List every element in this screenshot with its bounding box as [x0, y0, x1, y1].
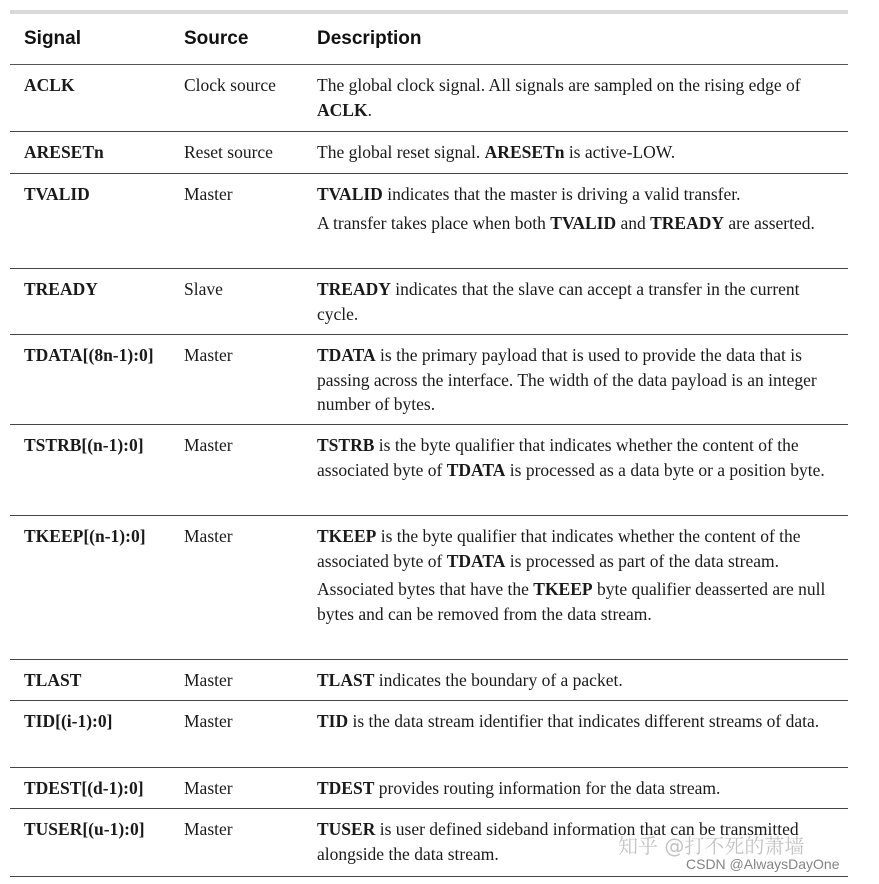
source-cell: Master: [184, 526, 233, 546]
description-text: is processed as part of the data stream.: [505, 550, 780, 571]
source-cell: Master: [184, 778, 233, 798]
source-cell: Reset source: [184, 142, 273, 162]
signal-cell: TUSER[(u-1):0]: [24, 819, 145, 839]
description-text: is the data stream identifier that indicates different streams of data.: [348, 711, 820, 731]
signal-reference: ARESETn: [484, 142, 565, 162]
description-paragraph: [317, 709, 842, 734]
description-paragraph: [317, 776, 842, 801]
description-cell: [317, 269, 848, 334]
signal-reference: TID: [317, 711, 349, 731]
signal-reference: TUSER: [317, 819, 376, 839]
table-row: [10, 269, 848, 335]
table-row: [10, 701, 848, 768]
table-row: [10, 174, 848, 269]
description-text: indicates that the slave can accept a transfer in the current cycle.: [317, 279, 800, 324]
description-cell: [317, 701, 848, 767]
signal-cell: TSTRB[(n-1):0]: [24, 435, 144, 455]
description-paragraph: [317, 577, 842, 626]
source-cell: Master: [184, 670, 233, 690]
signal-cell: ARESETn: [24, 142, 104, 162]
zhihu-watermark: 知乎 @打不死的萧墙: [618, 834, 805, 858]
header-description: Description: [317, 28, 422, 49]
header-source: Source: [184, 28, 249, 49]
signal-reference: TDEST: [317, 778, 375, 798]
signal-reference: TKEEP: [317, 526, 377, 546]
description-cell: [317, 174, 848, 268]
source-cell: Master: [184, 819, 233, 839]
description-paragraph: [317, 668, 842, 693]
source-cell: Master: [184, 711, 233, 731]
signal-reference: TLAST: [317, 670, 375, 690]
signal-cell: TKEEP[(n-1):0]: [24, 526, 146, 546]
signal-reference: TVALID: [550, 212, 617, 233]
signal-cell: TDATA[(8n-1):0]: [24, 345, 154, 365]
table-row: [10, 425, 848, 516]
description-text: .: [367, 99, 372, 120]
signal-cell: TLAST: [24, 670, 82, 690]
description-text: byte qualifier deasserted are null bytes and can be removed from the data stream.: [317, 579, 826, 624]
table-row: [10, 335, 848, 425]
source-cell: Master: [184, 345, 233, 365]
description-paragraph: [317, 140, 842, 165]
source-cell: Slave: [184, 279, 223, 299]
description-text: is active-LOW.: [564, 142, 676, 162]
description-cell: [317, 660, 848, 700]
source-cell: Master: [184, 184, 233, 204]
signal-reference: TVALID: [317, 184, 383, 204]
description-text: is the primary payload that is used to provide the data that is passing across the interface. The width of the data payload is an integer number of bytes.: [317, 345, 817, 414]
description-text: are asserted.: [724, 212, 815, 233]
table-row: [10, 65, 848, 132]
description-cell: [317, 425, 848, 515]
description-cell: [317, 516, 848, 659]
description-text: The global clock signal. All signals are sampled on the rising edge of: [317, 75, 801, 95]
csdn-watermark: CSDN @AlwaysDayOne: [686, 856, 840, 872]
description-cell: [317, 132, 848, 173]
description-text: is the byte qualifier that indicates whether the content of the associated byte of: [317, 526, 801, 571]
description-text: A transfer takes place when both: [317, 212, 551, 233]
signal-cell: TDEST[(d-1):0]: [24, 778, 144, 798]
description-text: indicates that the master is driving a valid transfer.: [382, 184, 741, 204]
table-row: [10, 768, 848, 809]
description-paragraph: [317, 524, 842, 573]
signal-reference: TDATA: [446, 550, 506, 571]
table-header: [10, 14, 848, 65]
signal-reference: TDATA: [446, 459, 506, 480]
description-text: Associated bytes that have the: [317, 579, 534, 599]
table-row: [10, 660, 848, 701]
table-row: [10, 132, 848, 174]
source-cell: Clock source: [184, 75, 276, 95]
description-text: indicates the boundary of a packet.: [374, 670, 623, 690]
description-paragraph: [317, 73, 842, 122]
description-text: is processed as a data byte or a position byte.: [505, 459, 825, 480]
signal-reference: TREADY: [317, 279, 391, 299]
description-paragraph: [317, 211, 842, 236]
signal-reference: ACLK: [317, 99, 368, 120]
description-text: and: [616, 212, 651, 233]
signal-cell: TVALID: [24, 184, 90, 204]
table-row: [10, 516, 848, 660]
description-paragraph: [317, 343, 842, 417]
description-text: is user defined sideband information that can be transmitted alongside the data stream.: [317, 819, 799, 864]
header-signal: Signal: [24, 28, 82, 49]
description-paragraph: [317, 277, 842, 326]
description-cell: [317, 768, 848, 808]
description-paragraph: [317, 433, 842, 482]
signal-reference: TSTRB: [317, 435, 375, 455]
signal-cell: TREADY: [24, 279, 98, 299]
signal-reference: TKEEP: [533, 579, 593, 599]
description-text: provides routing information for the data stream.: [374, 778, 721, 798]
description-paragraph: [317, 182, 842, 207]
table-body: [10, 65, 848, 877]
signal-reference: TDATA: [317, 345, 376, 365]
source-cell: Master: [184, 435, 233, 455]
description-cell: [317, 65, 848, 131]
signal-table: [10, 14, 848, 877]
description-cell: [317, 335, 848, 424]
signal-reference: TREADY: [650, 212, 725, 233]
description-text: The global reset signal.: [317, 142, 485, 162]
signal-cell: TID[(i-1):0]: [24, 711, 113, 731]
description-text: is the byte qualifier that indicates whether the content of the associated byte of: [317, 435, 799, 480]
signal-cell: ACLK: [24, 75, 75, 95]
